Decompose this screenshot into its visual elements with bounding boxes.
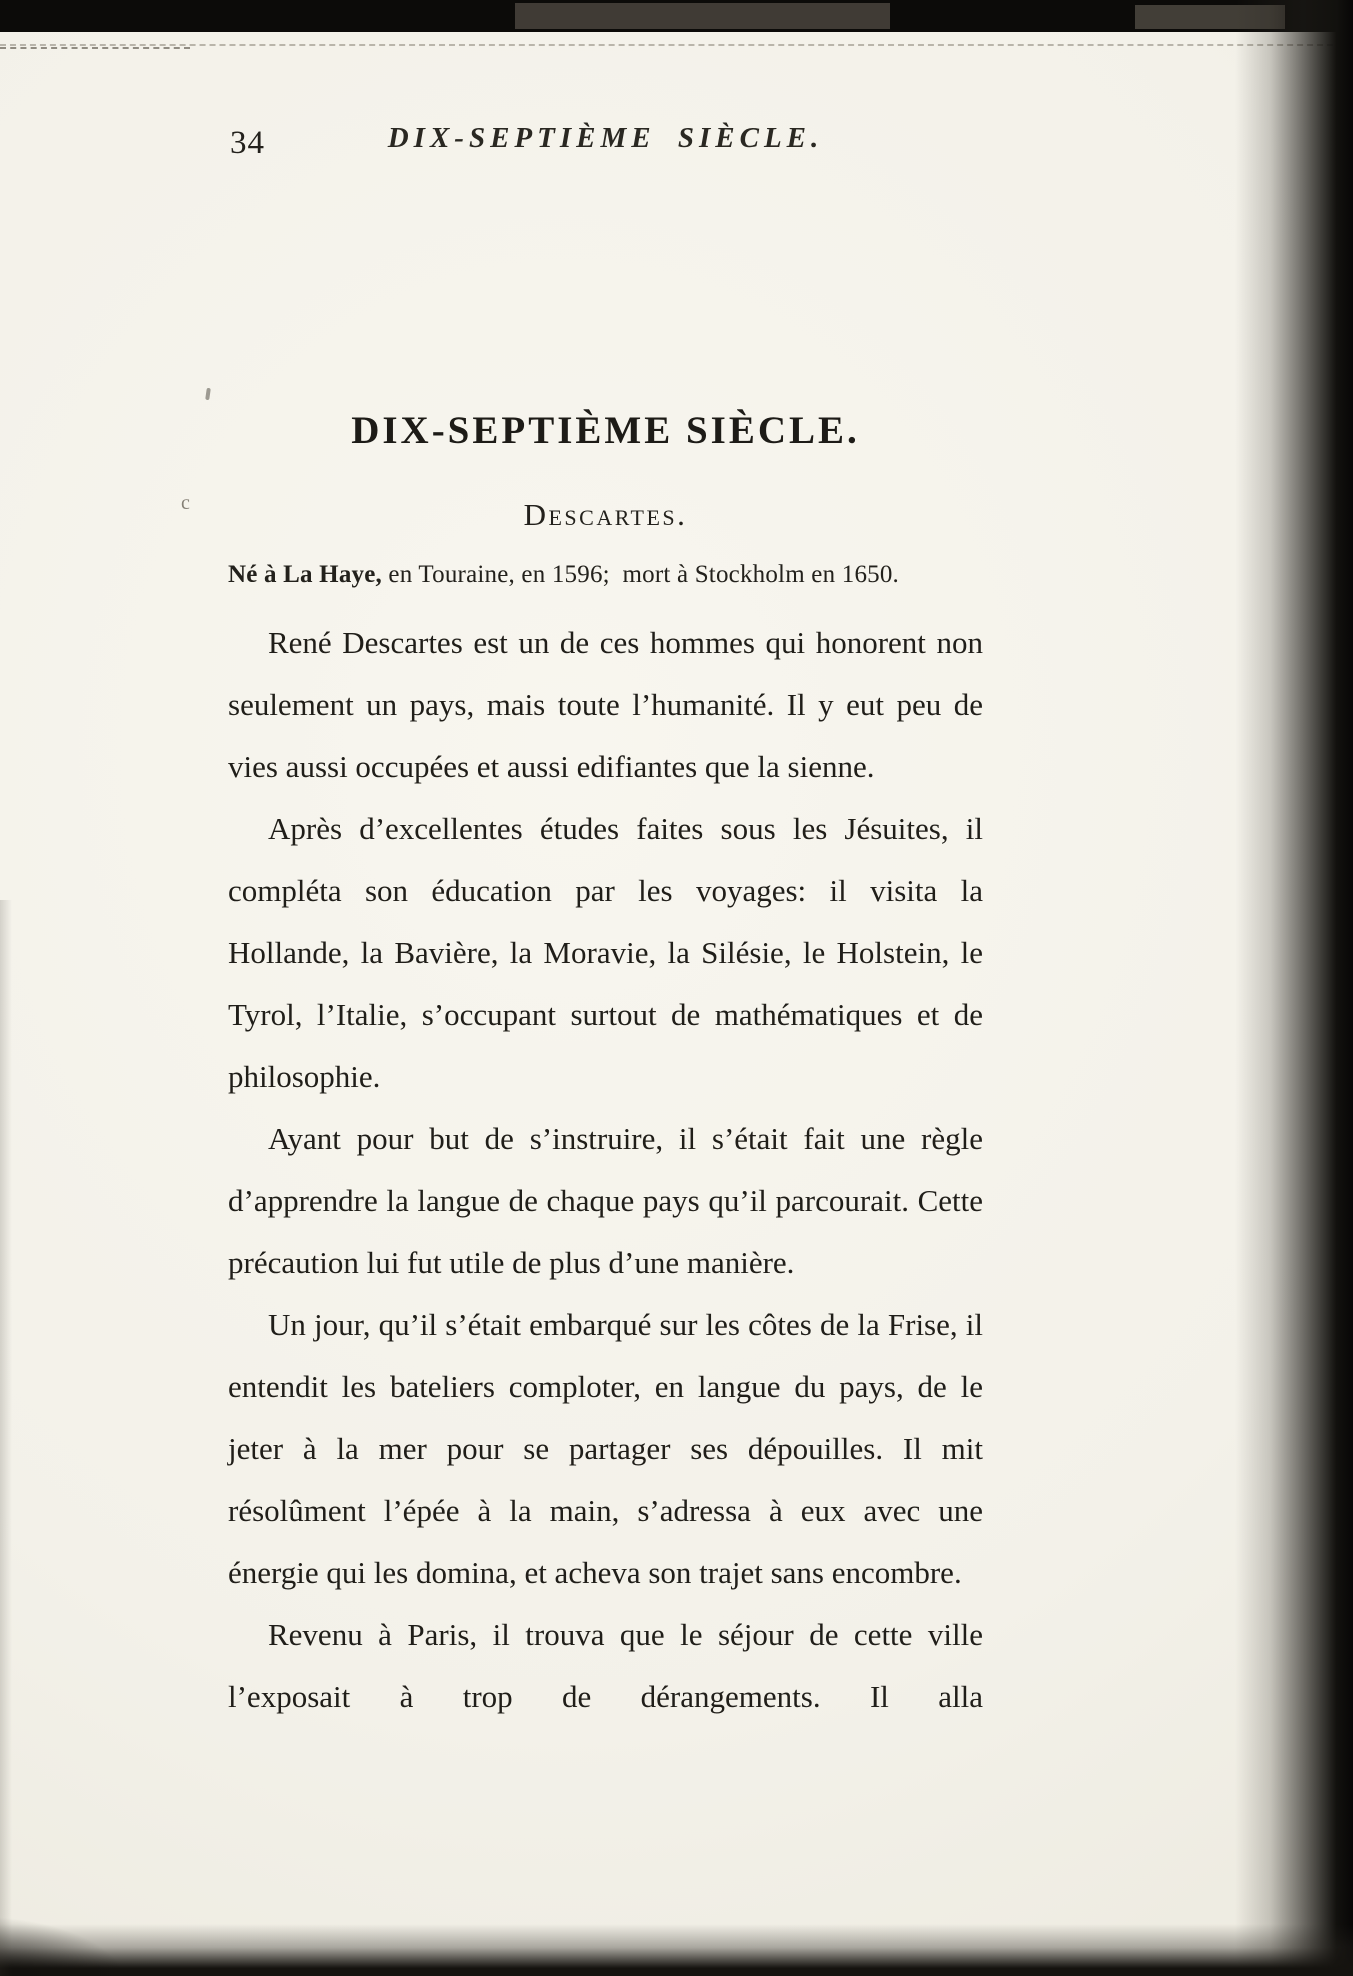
scan-right-edge-artifact — [1235, 0, 1353, 1976]
page-header — [228, 122, 983, 168]
paragraph: René Descartes est un de ces hommes qui honorent non seulement un pays, mais toute l’humanité. Il y eut peu de vies aussi occupées et aussi edifiantes que la sienne. — [228, 625, 983, 784]
paragraph: Revenu à Paris, il trouva que le séjour de cette ville l’exposait à trop de dérangements. Il alla — [228, 1617, 983, 1714]
scan-edge-gray-patch — [515, 3, 890, 29]
page-number: 34 — [230, 125, 265, 161]
running-header: DIX-SEPTIÈME SIÈCLE. — [387, 122, 824, 154]
torn-edge-dashed-line — [0, 47, 190, 49]
torn-edge-dashed-line — [0, 44, 1353, 46]
bio-lead: Né à La Haye, — [228, 561, 382, 588]
ink-speck — [205, 388, 211, 400]
scan-bottom-edge-artifact — [0, 1924, 1353, 1976]
paragraph: Ayant pour but de s’instruire, il s’était fait une règle d’apprendre la langue de chaque pays qu’il parcourait. Cette précaution lui fut utile de plus d’une manière. — [228, 1121, 983, 1280]
scan-left-edge-shading — [0, 900, 12, 1976]
body-text — [228, 612, 983, 1728]
scan-top-edge-artifact — [0, 0, 1353, 32]
bio-rest: en Touraine, en 1596; mort à Stockholm en 1650. — [381, 561, 899, 588]
paragraph: Après d’excellentes études faites sous les Jésuites, il compléta son éducation par les voyages: il visita la Hollande, la Bavière, la Moravie, la Silésie, le Holstein, le Tyrol, l’Italie, s’occupant surtout de mathématiques et de philosophie. — [228, 811, 983, 1094]
paragraph: Un jour, qu’il s’était embarqué sur les côtes de la Frise, il entendit les bateliers comploter, en langue du pays, de le jeter à la mer pour se partager ses dépouilles. Il mit résolûment l’épée à la main, s’adressa à eux avec une énergie qui les domina, et acheva son trajet sans encombre. — [228, 1307, 983, 1590]
bio-line — [228, 561, 1008, 589]
chapter-title: DIX-SEPTIÈME SIÈCLE. — [351, 409, 860, 452]
section-heading: Descartes. — [523, 497, 688, 532]
scan-corner-shadow — [0, 1916, 130, 1976]
stray-ink-mark: c — [181, 492, 190, 514]
